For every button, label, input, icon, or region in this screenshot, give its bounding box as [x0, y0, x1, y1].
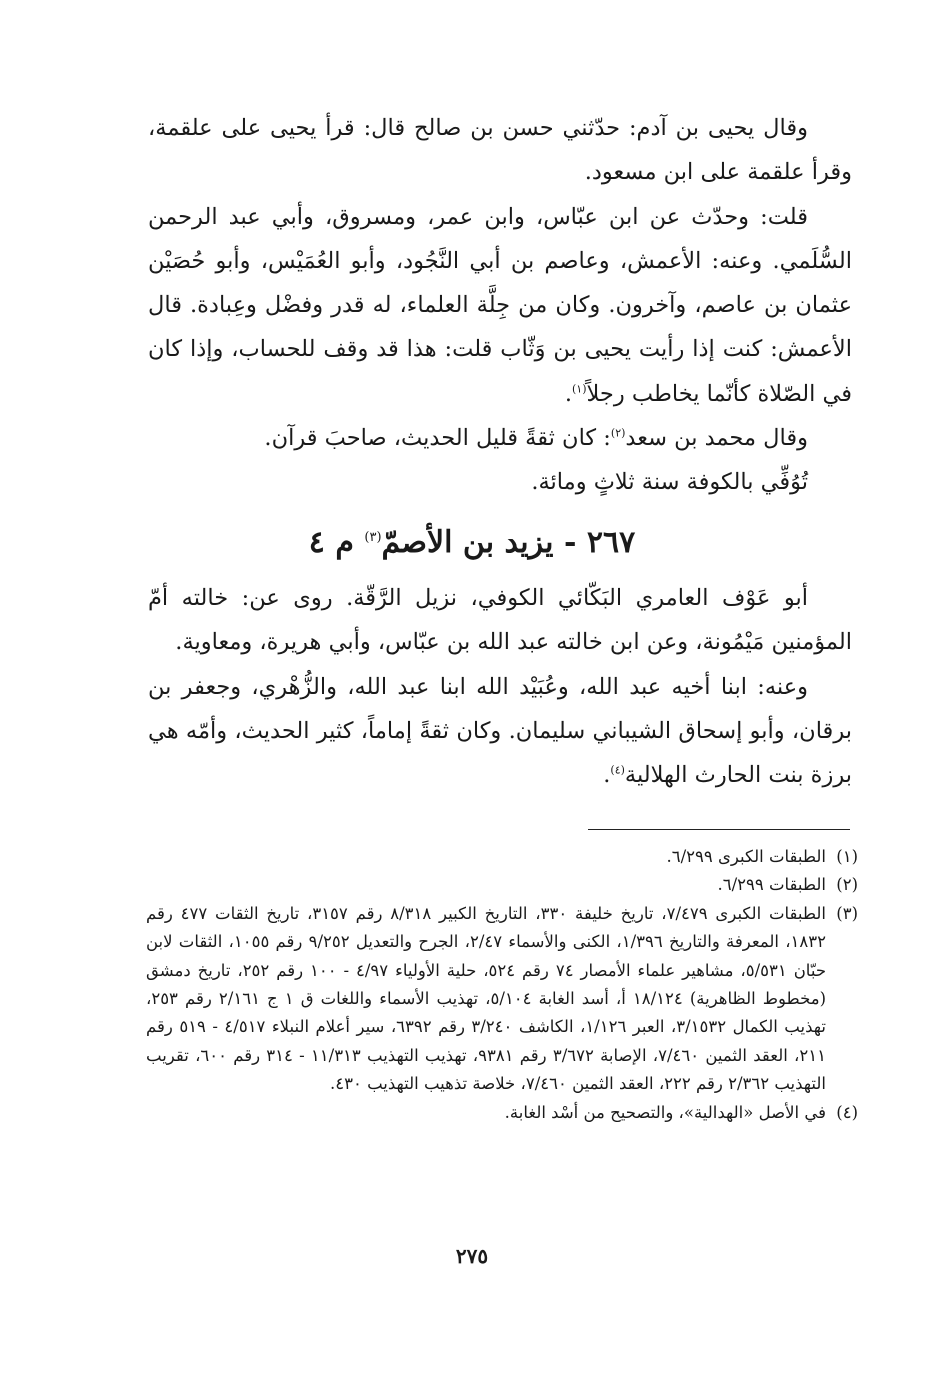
paragraph-text: وقال محمد بن سعد — [625, 425, 808, 452]
paragraph-text: وقال يحيى بن آدم: حدّثني حسن بن صالح قال: قرأ يحيى على علقمة، وقرأ علقمة على ابن مسعود. — [148, 115, 852, 186]
punctuation: . — [564, 380, 572, 407]
heading-dash: - — [563, 525, 577, 560]
footnote-3 — [146, 900, 858, 1099]
footnote-text: الطبقات الكبرى ٧/٤٧٩، تاريخ خليفة ٣٣٠، التاريخ الكبير ٨/٣١٨ رقم ٣١٥٧، تاريخ الثقات ٤٧٧ رقم ١٨٣٢، المعرفة والتاريخ ١/٣٩٦، الكنى والأسماء ٢/٤٧، الجرح والتعديل ٩/٢٥٢ رقم ١٠٥٥، الثقات لابن حبّان ٥/٥٣١، مشاهير علماء الأمصار ٧٤ رقم ٥٢٤، حلية الأولياء ٤/٩٧ - ١٠٠ رقم ٢٥٢، تاريخ دمشق (مخطوط الظاهرية) ١٨/١٢٤ أ، أسد الغابة ٥/١٠٤، تهذيب الأسماء واللغات ق ١ ج ٢/١٦١ رقم ٢٥٣، تهذيب الكمال ٣/١٥٣٢، العبر ١/١٢٦، الكاشف ٣/٢٤٠ رقم ٦٣٩٢، سير أعلام النبلاء ٤/٥١٧ - ٥١٩ رقم ٢١١، العقد الثمين ٧/٤٦٠، الإصابة ٣/٦٧٢ رقم ٩٣٨١، تهذيب التهذيب ١١/٣١٣ - ٣١٤ رقم ٦٠٠، تقريب التهذيب ٢/٣٦٢ رقم ٢٢٢، العقد الثمين ٧/٤٦٠، خلاصة تذهيب التهذيب ٤٣٠. — [146, 903, 827, 1094]
main-text-top — [148, 106, 852, 505]
entry-heading — [0, 516, 944, 565]
footnote-number: (٢) — [836, 875, 858, 895]
paragraph-text: أبو عَوْف العامري البَكّائي الكوفي، نزيل الرَّقّة. روى عن: خالته أمّ المؤمنين مَيْمُونة، وعن ابن خالته عبد الله بن عبّاس، وأبي هريرة، ومعاوية. — [148, 585, 852, 656]
footnote-ref-4[interactable]: (٤) — [610, 763, 625, 777]
paragraph-text: كان ثقةً قليل الحديث، صاحبَ قرآن. — [264, 425, 597, 452]
footnote-2 — [146, 871, 858, 899]
main-text-bottom — [148, 576, 852, 797]
footnote-number: (٣) — [836, 903, 858, 923]
footnote-number: (١) — [836, 847, 858, 866]
punctuation: . — [603, 762, 611, 789]
paragraph-death — [148, 460, 852, 504]
footnote-4 — [146, 1099, 858, 1127]
footnote-text: الطبقات ٦/٢٩٩. — [717, 875, 826, 895]
footnote-ref-2[interactable]: (٢) — [610, 426, 626, 440]
entry-name: يزيد بن الأصمّ — [381, 525, 554, 560]
paragraph-text: تُوُفِّي بالكوفة سنة ثلاثٍ ومائة. — [531, 469, 808, 496]
paragraph-biography — [148, 576, 852, 665]
punctuation: : — [603, 425, 611, 452]
paragraph-students — [148, 665, 852, 798]
paragraph-text: وعنه: ابنا أخيه عبد الله، وعُبَيْد الله ابنا عبد الله، والزُّهْري، وجعفر بن برقان، وأبو إسحاق الشيباني سليمان. وكان ثقةً إماماً، كثير الحديث، وأمّه هي برزة بنت الحارث الهلالية — [148, 673, 852, 789]
footnote-ref-3[interactable]: (٣) — [364, 530, 382, 545]
footnote-1 — [146, 843, 858, 871]
footnote-number: (٤) — [836, 1102, 858, 1122]
footnotes — [146, 843, 858, 1127]
paragraph-text: قلت: وحدّث عن ابن عبّاس، وابن عمر، ومسروق، وأبي عبد الرحمن السُّلَمي. وعنه: الأعمش، وعاصم بن أبي النَّجُود، وأبو العُمَيْس، وأبو حُصَيْن عثمان بن عاصم، وآخرون. وكان من جِلَّة العلماء، له قدر وفضْل وعِبادة. قال الأعمش: كنت إذا رأيت يحيى بن وَثّاب قلت: هذا قد وقف للحساب، وإذا كان في الصّلاة كأنّما يخاطب رجلاً — [148, 203, 852, 407]
paragraph-hadith-narrators — [148, 195, 852, 416]
page-number: ٢٧٥ — [455, 1244, 489, 1268]
paragraph-ibn-saad — [148, 416, 852, 460]
paragraph-yahya-qiraa — [148, 106, 852, 195]
footnote-ref-1[interactable]: (١) — [571, 382, 587, 396]
footnote-text: في الأصل «الهدالية»، والتصحيح من أسْد الغابة. — [504, 1102, 826, 1122]
footnote-text: الطبقات الكبرى ٦/٢٩٩. — [666, 847, 826, 866]
entry-number: ٢٦٧ — [586, 525, 636, 560]
footnote-separator — [588, 829, 850, 830]
entry-suffix: م ٤ — [308, 525, 354, 560]
